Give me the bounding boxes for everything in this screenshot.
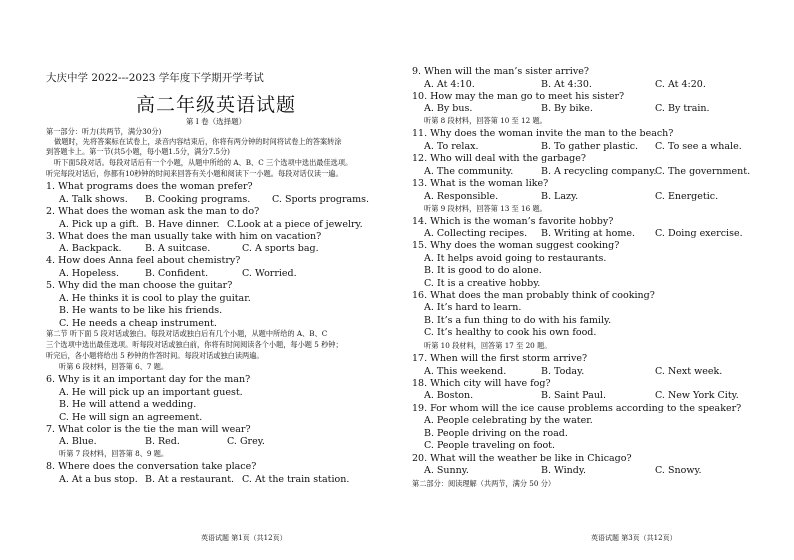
option: B. He wants to be like his friends. bbox=[59, 305, 223, 316]
question-9: 9. When will the man’s sister arrive? bbox=[412, 66, 589, 77]
question-1: 1. What programs does the woman prefer? bbox=[46, 181, 253, 192]
option: B. Cooking programs. bbox=[145, 194, 251, 205]
option: B. A suitcase. bbox=[145, 243, 211, 254]
question-17: 17. When will the first storm arrive? bbox=[412, 353, 588, 364]
option: A. Collecting recipes. bbox=[424, 228, 528, 239]
question-10: 10. How may the man go to meet his sister? bbox=[412, 91, 625, 102]
instruction-line: 做题时，先将答案标在试卷上，录音内容结束后，你将有两分钟的时间将试卷上的答案转涂 bbox=[54, 137, 342, 146]
option: B. It’s a fun thing to do with his family. bbox=[424, 315, 612, 326]
option: B. At a restaurant. bbox=[145, 474, 235, 485]
option: A. He thinks it is cool to play the guitar. bbox=[59, 293, 251, 304]
question-19: 19. For whom will the ice cause problems according to the speaker? bbox=[412, 403, 742, 414]
part1-heading: 第一部分：听力(共两节，满分30分) bbox=[46, 127, 162, 136]
option: A. Hopeless. bbox=[59, 268, 120, 279]
option: C. New York City. bbox=[655, 390, 739, 401]
section2-line: 听完后，各小题将给出 5 秒钟的作答时间。每段对话或独白读两遍。 bbox=[46, 351, 264, 360]
option: A. This weekend. bbox=[424, 366, 507, 377]
listening-note: 听第 8 段材料，回答第 10 至 12 题。 bbox=[424, 116, 547, 125]
option: B. It is good to do alone. bbox=[424, 265, 542, 276]
option: A. Sunny. bbox=[424, 465, 469, 476]
option: A. Responsible. bbox=[424, 191, 499, 202]
option: A. At 4:10. bbox=[424, 79, 475, 90]
option: C. People traveling on foot. bbox=[424, 440, 555, 451]
question-11: 11. Why does the woman invite the man to the beach? bbox=[412, 128, 674, 139]
option: C. To see a whale. bbox=[655, 141, 742, 152]
option: B. A recycling company. bbox=[541, 166, 657, 177]
question-13: 13. What is the woman like? bbox=[412, 178, 549, 189]
option: B. Today. bbox=[541, 366, 585, 377]
option: B. To gather plastic. bbox=[541, 141, 639, 152]
main-title: 高二年级英语试题 bbox=[135, 94, 296, 116]
option: B. Windy. bbox=[541, 465, 586, 476]
option: B. Red. bbox=[145, 436, 180, 447]
option: B. Have dinner. bbox=[145, 219, 220, 230]
option: A. At a bus stop. bbox=[59, 474, 138, 485]
listening-note: 听第 6 段材料，回答第 6、7 题。 bbox=[59, 362, 169, 371]
option: B. By bike. bbox=[541, 103, 593, 114]
option: B. Saint Paul. bbox=[541, 390, 606, 401]
option: B. Lazy. bbox=[541, 191, 579, 202]
volume-label: 第 I 卷（选择题） bbox=[185, 117, 247, 126]
question-18: 18. Which city will have fog? bbox=[412, 378, 551, 389]
option: C. He needs a cheap instrument. bbox=[59, 318, 217, 329]
question-4: 4. How does Anna feel about chemistry? bbox=[46, 255, 241, 266]
option: A. By bus. bbox=[424, 103, 473, 114]
question-6: 6. Why is it an important day for the man? bbox=[46, 374, 251, 385]
page-footer: 英语试题 第1页（共12页） bbox=[201, 534, 287, 542]
question-2: 2. What does the woman ask the man to do? bbox=[46, 206, 260, 217]
option: A. To relax. bbox=[424, 141, 479, 152]
option: C. By train. bbox=[655, 103, 710, 114]
instruction-line: 到答题卡上。第一节(共5小题，每小题1.5分，满分7.5分) bbox=[46, 147, 230, 156]
question-7: 7. What color is the tie the man will wear? bbox=[46, 424, 251, 435]
exam-title: 大庆中学 2022---2023 学年度下学期开学考试 bbox=[46, 72, 264, 84]
listening-note: 听第 7 段材料，回答第 8、9 题。 bbox=[59, 449, 169, 458]
question-8: 8. Where does the conversation take place? bbox=[46, 461, 257, 472]
option: C. He will sign an agreement. bbox=[59, 412, 203, 423]
option: C. Next week. bbox=[655, 366, 723, 377]
question-14: 14. Which is the woman’s favorite hobby? bbox=[412, 216, 614, 227]
question-12: 12. Who will deal with the garbage? bbox=[412, 153, 586, 164]
option: A. It’s hard to learn. bbox=[424, 302, 522, 313]
option: C. Grey. bbox=[227, 436, 265, 447]
option: C. Snowy. bbox=[655, 465, 702, 476]
option: C. At the train station. bbox=[242, 474, 350, 485]
option: B. Confident. bbox=[145, 268, 209, 279]
option: C. The government. bbox=[655, 166, 751, 177]
question-3: 3. What does the man usually take with him on vacation? bbox=[46, 231, 322, 242]
question-5: 5. Why did the man choose the guitar? bbox=[46, 280, 233, 291]
option: A. He will pick up an important guest. bbox=[59, 387, 243, 398]
option: C. Worried. bbox=[242, 268, 297, 279]
option: C. Doing exercise. bbox=[655, 228, 743, 239]
listening-note: 听第 10 段材料，回答第 17 至 20 题。 bbox=[424, 341, 552, 350]
option: B. Writing at home. bbox=[541, 228, 636, 239]
option: C. It is a creative hobby. bbox=[424, 278, 541, 289]
option: A. The community. bbox=[424, 166, 514, 177]
question-16: 16. What does the man probably think of cooking? bbox=[412, 290, 655, 301]
option: B. At 4:30. bbox=[541, 79, 592, 90]
option: B. People driving on the road. bbox=[424, 428, 568, 439]
option: A. Pick up a gift. bbox=[59, 219, 139, 230]
option: C.Look at a piece of jewelry. bbox=[227, 219, 363, 230]
instruction-line: 听完每段对话后，你都有10秒钟的时间来回答有关小题和阅读下一小题。每段对话仅读一遍。 bbox=[46, 169, 343, 178]
listening-note: 听第 9 段材料，回答第 13 至 16 题。 bbox=[424, 204, 547, 213]
option: C. At 4:20. bbox=[655, 79, 706, 90]
option: B. He will attend a wedding. bbox=[59, 399, 197, 410]
option: C. A sports bag. bbox=[242, 243, 319, 254]
section2-line: 三个选项中选出最佳选项。听每段对话或独白前，你将有时间阅读各个小题，每小题 5 秒钟； bbox=[46, 340, 343, 349]
option: C. Energetic. bbox=[655, 191, 719, 202]
option: A. Talk shows. bbox=[59, 194, 128, 205]
instruction-line: 听下面5段对话。每段对话后有一个小题，从题中所给的 A、B、C 三个选项中选出最佳选项。 bbox=[54, 158, 353, 167]
option: A. Blue. bbox=[59, 436, 97, 447]
page-footer: 英语试题 第3页（共12页） bbox=[591, 534, 677, 542]
question-15: 15. Why does the woman suggest cooking? bbox=[412, 240, 620, 251]
option: A. Boston. bbox=[424, 390, 474, 401]
section2-line: 第二节 听下面 5 段对话或独白。每段对话或独白后有几个小题，从题中所给的 A、B、C bbox=[46, 329, 328, 338]
option: C. It’s healthy to cook his own food. bbox=[424, 327, 597, 338]
option: A. Backpack. bbox=[59, 243, 122, 254]
option: C. Sports programs. bbox=[272, 194, 370, 205]
option: A. People celebrating by the water. bbox=[424, 415, 593, 426]
part2-heading: 第二部分：阅读理解（共两节，满分 50 分） bbox=[412, 479, 556, 488]
option: A. It helps avoid going to restaurants. bbox=[424, 253, 607, 264]
question-20: 20. What will the weather be like in Chicago? bbox=[412, 453, 632, 464]
